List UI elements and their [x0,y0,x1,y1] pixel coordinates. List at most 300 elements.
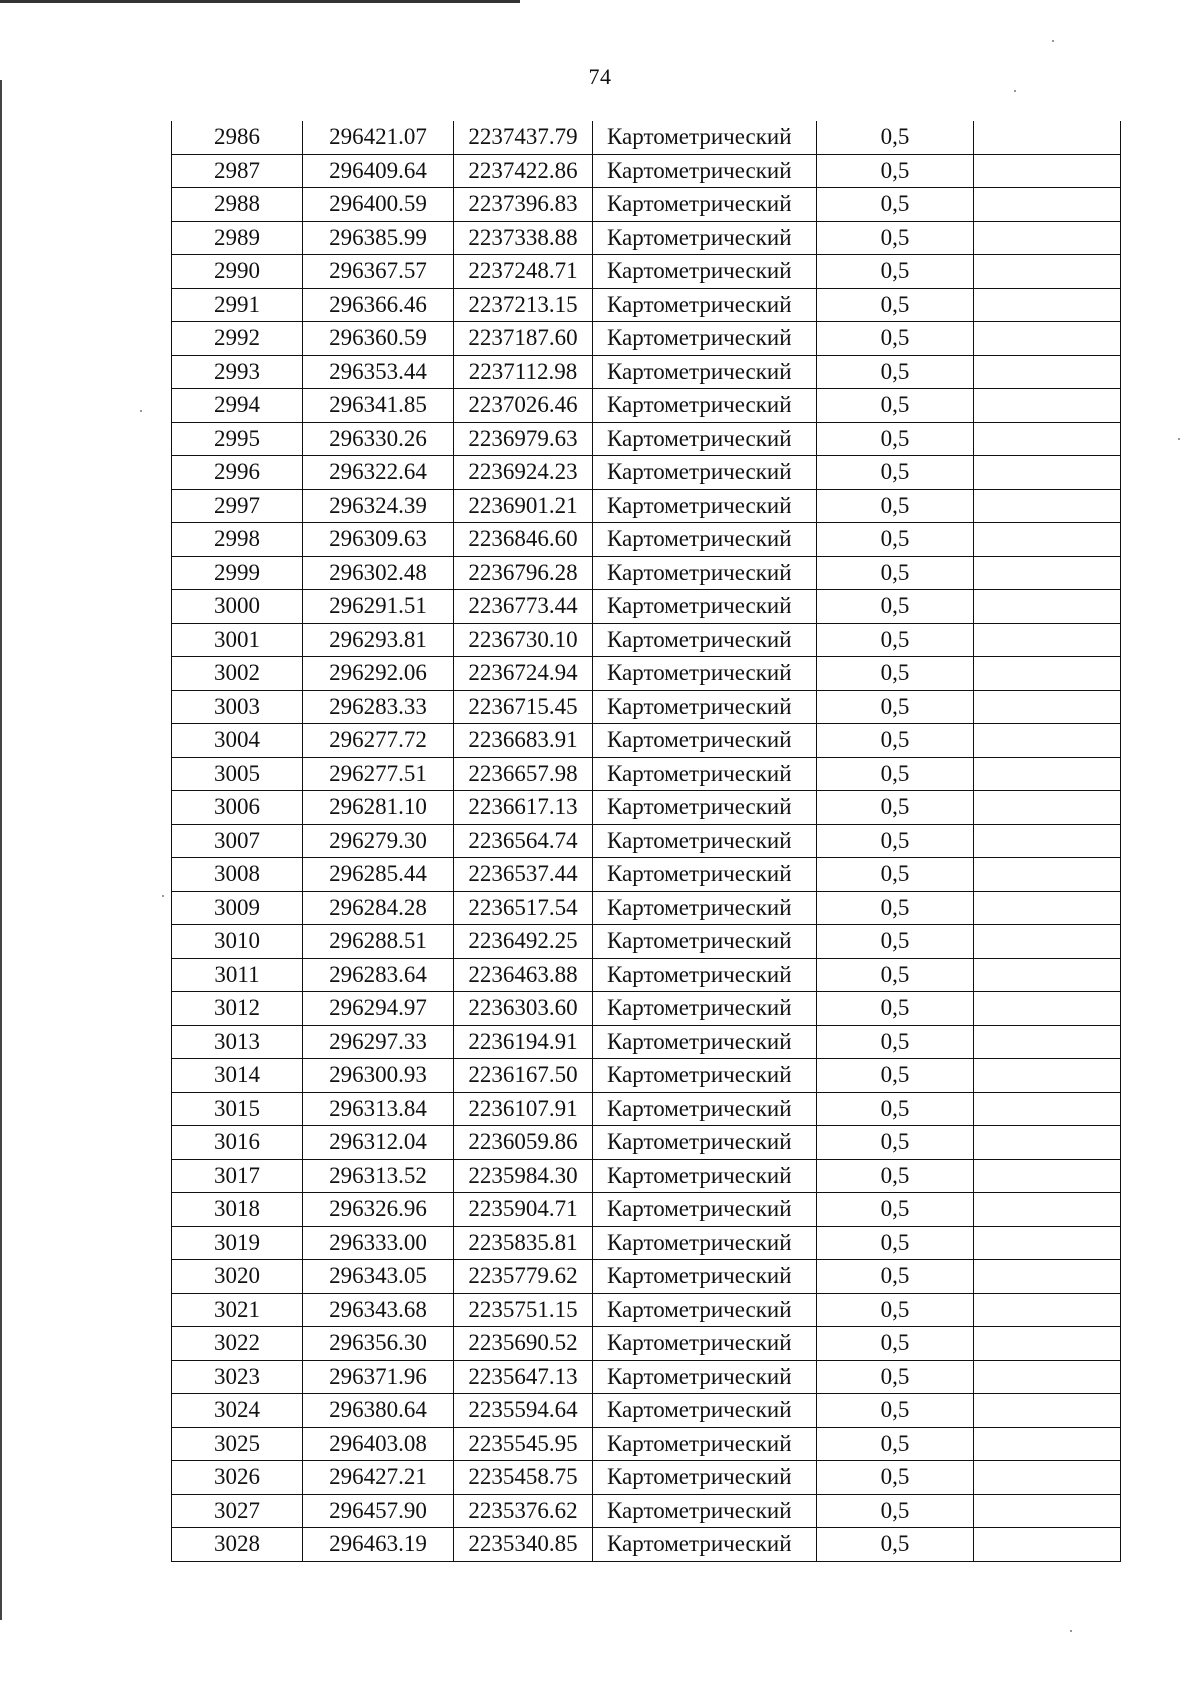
point-number-cell: 3006 [172,791,303,825]
scan-speck [1070,1630,1072,1632]
y-coordinate-cell: 2236773.44 [454,590,593,624]
y-coordinate-cell: 2237213.15 [454,288,593,322]
point-number-cell: 3009 [172,891,303,925]
note-cell [974,858,1121,892]
x-coordinate-cell: 296313.84 [303,1092,454,1126]
method-cell: Картометрический [593,657,817,691]
x-coordinate-cell: 296380.64 [303,1394,454,1428]
note-cell [974,556,1121,590]
accuracy-cell: 0,5 [817,992,974,1026]
scan-left-edge [0,80,2,1620]
point-number-cell: 2987 [172,154,303,188]
accuracy-cell: 0,5 [817,1494,974,1528]
point-number-cell: 3023 [172,1360,303,1394]
method-cell: Картометрический [593,1360,817,1394]
table-row [172,1193,1121,1227]
point-number-cell: 2999 [172,556,303,590]
note-cell [974,1293,1121,1327]
y-coordinate-cell: 2235458.75 [454,1461,593,1495]
x-coordinate-cell: 296284.28 [303,891,454,925]
note-cell [974,724,1121,758]
accuracy-cell: 0,5 [817,556,974,590]
table-row [172,657,1121,691]
y-coordinate-cell: 2235545.95 [454,1427,593,1461]
accuracy-cell: 0,5 [817,1226,974,1260]
y-coordinate-cell: 2236683.91 [454,724,593,758]
x-coordinate-cell: 296463.19 [303,1528,454,1562]
point-number-cell: 3025 [172,1427,303,1461]
page-number: 74 [588,64,612,89]
accuracy-cell: 0,5 [817,422,974,456]
accuracy-cell: 0,5 [817,925,974,959]
scan-speck [1052,40,1054,42]
y-coordinate-cell: 2237437.79 [454,121,593,154]
x-coordinate-cell: 296356.30 [303,1327,454,1361]
table-row [172,1293,1121,1327]
note-cell [974,121,1121,154]
note-cell [974,1528,1121,1562]
method-cell: Картометрический [593,121,817,154]
point-number-cell: 3013 [172,1025,303,1059]
accuracy-cell: 0,5 [817,891,974,925]
note-cell [974,1360,1121,1394]
method-cell: Картометрический [593,1025,817,1059]
method-cell: Картометрический [593,1226,817,1260]
x-coordinate-cell: 296291.51 [303,590,454,624]
accuracy-cell: 0,5 [817,1092,974,1126]
point-number-cell: 3002 [172,657,303,691]
table-row [172,1059,1121,1093]
point-number-cell: 2995 [172,422,303,456]
accuracy-cell: 0,5 [817,154,974,188]
note-cell [974,1260,1121,1294]
point-number-cell: 3028 [172,1528,303,1562]
method-cell: Картометрический [593,1427,817,1461]
accuracy-cell: 0,5 [817,1461,974,1495]
note-cell [974,1092,1121,1126]
table-row [172,724,1121,758]
x-coordinate-cell: 296309.63 [303,523,454,557]
point-number-cell: 3017 [172,1159,303,1193]
accuracy-cell: 0,5 [817,1327,974,1361]
coordinates-table [171,121,1121,1562]
y-coordinate-cell: 2237396.83 [454,188,593,222]
x-coordinate-cell: 296367.57 [303,255,454,289]
y-coordinate-cell: 2235904.71 [454,1193,593,1227]
note-cell [974,690,1121,724]
point-number-cell: 2991 [172,288,303,322]
method-cell: Картометрический [593,255,817,289]
note-cell [974,1427,1121,1461]
method-cell: Картометрический [593,958,817,992]
note-cell [974,958,1121,992]
accuracy-cell: 0,5 [817,322,974,356]
note-cell [974,355,1121,389]
note-cell [974,188,1121,222]
table-row [172,757,1121,791]
method-cell: Картометрический [593,422,817,456]
y-coordinate-cell: 2235751.15 [454,1293,593,1327]
note-cell [974,389,1121,423]
note-cell [974,1226,1121,1260]
y-coordinate-cell: 2236617.13 [454,791,593,825]
note-cell [974,255,1121,289]
method-cell: Картометрический [593,1059,817,1093]
scan-speck [162,895,164,897]
y-coordinate-cell: 2235340.85 [454,1528,593,1562]
x-coordinate-cell: 296427.21 [303,1461,454,1495]
note-cell [974,1159,1121,1193]
point-number-cell: 3026 [172,1461,303,1495]
method-cell: Картометрический [593,623,817,657]
table-row [172,858,1121,892]
table-row [172,1260,1121,1294]
note-cell [974,489,1121,523]
method-cell: Картометрический [593,389,817,423]
y-coordinate-cell: 2236492.25 [454,925,593,959]
method-cell: Картометрический [593,992,817,1026]
accuracy-cell: 0,5 [817,389,974,423]
method-cell: Картометрический [593,824,817,858]
note-cell [974,824,1121,858]
y-coordinate-cell: 2237187.60 [454,322,593,356]
note-cell [974,1193,1121,1227]
accuracy-cell: 0,5 [817,1360,974,1394]
note-cell [974,1025,1121,1059]
y-coordinate-cell: 2237422.86 [454,154,593,188]
table-row [172,422,1121,456]
accuracy-cell: 0,5 [817,288,974,322]
x-coordinate-cell: 296326.96 [303,1193,454,1227]
accuracy-cell: 0,5 [817,1394,974,1428]
table-row [172,1025,1121,1059]
accuracy-cell: 0,5 [817,724,974,758]
y-coordinate-cell: 2235594.64 [454,1394,593,1428]
table-row [172,1226,1121,1260]
method-cell: Картометрический [593,1159,817,1193]
note-cell [974,925,1121,959]
note-cell [974,623,1121,657]
method-cell: Картометрический [593,1293,817,1327]
x-coordinate-cell: 296300.93 [303,1059,454,1093]
point-number-cell: 3024 [172,1394,303,1428]
y-coordinate-cell: 2236724.94 [454,657,593,691]
table-row [172,188,1121,222]
scan-speck [1178,438,1180,440]
method-cell: Картометрический [593,221,817,255]
accuracy-cell: 0,5 [817,523,974,557]
accuracy-cell: 0,5 [817,1059,974,1093]
y-coordinate-cell: 2236730.10 [454,623,593,657]
table-row [172,556,1121,590]
accuracy-cell: 0,5 [817,690,974,724]
point-number-cell: 3007 [172,824,303,858]
accuracy-cell: 0,5 [817,958,974,992]
y-coordinate-cell: 2237338.88 [454,221,593,255]
y-coordinate-cell: 2236924.23 [454,456,593,490]
y-coordinate-cell: 2237026.46 [454,389,593,423]
method-cell: Картометрический [593,188,817,222]
method-cell: Картометрический [593,288,817,322]
point-number-cell: 2992 [172,322,303,356]
method-cell: Картометрический [593,1394,817,1428]
method-cell: Картометрический [593,757,817,791]
table-row [172,489,1121,523]
point-number-cell: 3015 [172,1092,303,1126]
table-row [172,1126,1121,1160]
y-coordinate-cell: 2235835.81 [454,1226,593,1260]
point-number-cell: 3003 [172,690,303,724]
x-coordinate-cell: 296333.00 [303,1226,454,1260]
point-number-cell: 3010 [172,925,303,959]
x-coordinate-cell: 296353.44 [303,355,454,389]
point-number-cell: 2986 [172,121,303,154]
method-cell: Картометрический [593,791,817,825]
method-cell: Картометрический [593,355,817,389]
point-number-cell: 3001 [172,623,303,657]
method-cell: Картометрический [593,154,817,188]
accuracy-cell: 0,5 [817,824,974,858]
y-coordinate-cell: 2236517.54 [454,891,593,925]
accuracy-cell: 0,5 [817,1126,974,1160]
method-cell: Картометрический [593,925,817,959]
table-row [172,1159,1121,1193]
x-coordinate-cell: 296283.33 [303,690,454,724]
y-coordinate-cell: 2236059.86 [454,1126,593,1160]
point-number-cell: 3027 [172,1494,303,1528]
method-cell: Картометрический [593,456,817,490]
point-number-cell: 3012 [172,992,303,1026]
x-coordinate-cell: 296366.46 [303,288,454,322]
note-cell [974,1461,1121,1495]
method-cell: Картометрический [593,1327,817,1361]
table-row [172,623,1121,657]
y-coordinate-cell: 2236657.98 [454,757,593,791]
scan-speck [1014,90,1016,92]
x-coordinate-cell: 296293.81 [303,623,454,657]
accuracy-cell: 0,5 [817,1260,974,1294]
note-cell [974,1327,1121,1361]
method-cell: Картометрический [593,1528,817,1562]
x-coordinate-cell: 296343.05 [303,1260,454,1294]
y-coordinate-cell: 2236167.50 [454,1059,593,1093]
accuracy-cell: 0,5 [817,1528,974,1562]
method-cell: Картометрический [593,322,817,356]
x-coordinate-cell: 296292.06 [303,657,454,691]
x-coordinate-cell: 296283.64 [303,958,454,992]
point-number-cell: 3022 [172,1327,303,1361]
point-number-cell: 3020 [172,1260,303,1294]
point-number-cell: 2994 [172,389,303,423]
table-row [172,288,1121,322]
method-cell: Картометрический [593,724,817,758]
table-row [172,322,1121,356]
x-coordinate-cell: 296400.59 [303,188,454,222]
point-number-cell: 2989 [172,221,303,255]
point-number-cell: 2997 [172,489,303,523]
accuracy-cell: 0,5 [817,590,974,624]
note-cell [974,1394,1121,1428]
table-row [172,1494,1121,1528]
accuracy-cell: 0,5 [817,858,974,892]
accuracy-cell: 0,5 [817,1159,974,1193]
table-row [172,1360,1121,1394]
method-cell: Картометрический [593,590,817,624]
table-row [172,1461,1121,1495]
y-coordinate-cell: 2236796.28 [454,556,593,590]
table-row [172,925,1121,959]
x-coordinate-cell: 296330.26 [303,422,454,456]
y-coordinate-cell: 2236564.74 [454,824,593,858]
method-cell: Картометрический [593,489,817,523]
point-number-cell: 2988 [172,188,303,222]
table-row [172,456,1121,490]
table-row [172,1327,1121,1361]
table-row [172,590,1121,624]
y-coordinate-cell: 2235376.62 [454,1494,593,1528]
method-cell: Картометрический [593,1126,817,1160]
point-number-cell: 2990 [172,255,303,289]
point-number-cell: 3016 [172,1126,303,1160]
y-coordinate-cell: 2236979.63 [454,422,593,456]
table-row [172,221,1121,255]
note-cell [974,422,1121,456]
note-cell [974,1126,1121,1160]
table-row [172,690,1121,724]
point-number-cell: 3005 [172,757,303,791]
accuracy-cell: 0,5 [817,489,974,523]
table-row [172,154,1121,188]
x-coordinate-cell: 296341.85 [303,389,454,423]
x-coordinate-cell: 296297.33 [303,1025,454,1059]
note-cell [974,154,1121,188]
y-coordinate-cell: 2236303.60 [454,992,593,1026]
table-row [172,389,1121,423]
x-coordinate-cell: 296302.48 [303,556,454,590]
method-cell: Картометрический [593,1494,817,1528]
table-row [172,523,1121,557]
point-number-cell: 3008 [172,858,303,892]
point-number-cell: 2993 [172,355,303,389]
y-coordinate-cell: 2236715.45 [454,690,593,724]
x-coordinate-cell: 296313.52 [303,1159,454,1193]
table-row [172,1394,1121,1428]
x-coordinate-cell: 296277.51 [303,757,454,791]
y-coordinate-cell: 2235984.30 [454,1159,593,1193]
y-coordinate-cell: 2236107.91 [454,1092,593,1126]
note-cell [974,221,1121,255]
table-row [172,255,1121,289]
accuracy-cell: 0,5 [817,657,974,691]
y-coordinate-cell: 2237248.71 [454,255,593,289]
y-coordinate-cell: 2235647.13 [454,1360,593,1394]
x-coordinate-cell: 296277.72 [303,724,454,758]
table-row [172,891,1121,925]
x-coordinate-cell: 296343.68 [303,1293,454,1327]
accuracy-cell: 0,5 [817,355,974,389]
x-coordinate-cell: 296322.64 [303,456,454,490]
method-cell: Картометрический [593,891,817,925]
y-coordinate-cell: 2236194.91 [454,1025,593,1059]
accuracy-cell: 0,5 [817,121,974,154]
accuracy-cell: 0,5 [817,188,974,222]
note-cell [974,657,1121,691]
table-row [172,1427,1121,1461]
y-coordinate-cell: 2235779.62 [454,1260,593,1294]
table-row [172,121,1121,154]
method-cell: Картометрический [593,1193,817,1227]
accuracy-cell: 0,5 [817,757,974,791]
x-coordinate-cell: 296285.44 [303,858,454,892]
note-cell [974,288,1121,322]
note-cell [974,1494,1121,1528]
scan-speck [140,410,142,412]
x-coordinate-cell: 296294.97 [303,992,454,1026]
x-coordinate-cell: 296371.96 [303,1360,454,1394]
x-coordinate-cell: 296409.64 [303,154,454,188]
coordinates-table-body [172,121,1121,1561]
note-cell [974,992,1121,1026]
point-number-cell: 3021 [172,1293,303,1327]
y-coordinate-cell: 2236537.44 [454,858,593,892]
x-coordinate-cell: 296457.90 [303,1494,454,1528]
accuracy-cell: 0,5 [817,1193,974,1227]
x-coordinate-cell: 296288.51 [303,925,454,959]
accuracy-cell: 0,5 [817,456,974,490]
x-coordinate-cell: 296324.39 [303,489,454,523]
note-cell [974,791,1121,825]
method-cell: Картометрический [593,1260,817,1294]
note-cell [974,456,1121,490]
y-coordinate-cell: 2237112.98 [454,355,593,389]
y-coordinate-cell: 2235690.52 [454,1327,593,1361]
table-row [172,791,1121,825]
scan-top-edge [0,0,520,3]
note-cell [974,757,1121,791]
accuracy-cell: 0,5 [817,623,974,657]
x-coordinate-cell: 296385.99 [303,221,454,255]
table-row [172,958,1121,992]
x-coordinate-cell: 296312.04 [303,1126,454,1160]
point-number-cell: 3011 [172,958,303,992]
x-coordinate-cell: 296403.08 [303,1427,454,1461]
table-row [172,992,1121,1026]
point-number-cell: 3014 [172,1059,303,1093]
accuracy-cell: 0,5 [817,221,974,255]
point-number-cell: 3004 [172,724,303,758]
point-number-cell: 3019 [172,1226,303,1260]
accuracy-cell: 0,5 [817,791,974,825]
method-cell: Картометрический [593,690,817,724]
method-cell: Картометрический [593,858,817,892]
table-row [172,355,1121,389]
accuracy-cell: 0,5 [817,1293,974,1327]
x-coordinate-cell: 296281.10 [303,791,454,825]
table-row [172,1528,1121,1562]
x-coordinate-cell: 296279.30 [303,824,454,858]
table-row [172,824,1121,858]
accuracy-cell: 0,5 [817,1025,974,1059]
table-row [172,1092,1121,1126]
note-cell [974,590,1121,624]
point-number-cell: 2996 [172,456,303,490]
note-cell [974,322,1121,356]
method-cell: Картометрический [593,1092,817,1126]
x-coordinate-cell: 296360.59 [303,322,454,356]
point-number-cell: 3018 [172,1193,303,1227]
y-coordinate-cell: 2236463.88 [454,958,593,992]
y-coordinate-cell: 2236901.21 [454,489,593,523]
